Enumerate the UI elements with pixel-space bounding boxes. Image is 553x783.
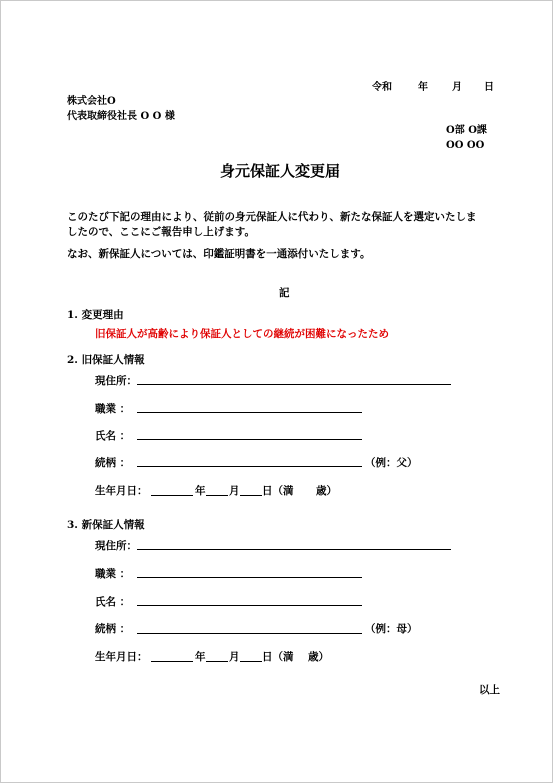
new-relation-example: （例：母） — [365, 623, 418, 635]
old-name-label: 氏名 ： — [95, 430, 131, 442]
old-birth-month-unit: 月 — [229, 485, 240, 497]
old-birth-day-field[interactable] — [240, 495, 262, 496]
old-birth-day-unit: 日（満 — [262, 485, 294, 497]
date-month: 月 — [452, 82, 462, 93]
new-relation-field[interactable] — [137, 633, 362, 634]
new-address-field[interactable] — [137, 549, 451, 550]
section1-heading: 1. 変更理由 — [67, 309, 124, 321]
new-birth-month-unit: 月 — [229, 651, 240, 663]
new-address-label: 現住所： — [95, 540, 137, 552]
addressee-representative: 代表取締役社長 O O 様 — [67, 111, 175, 122]
new-occupation-field[interactable] — [137, 577, 362, 578]
date-day: 日 — [484, 82, 494, 93]
new-relation-label: 続柄 ： — [95, 623, 131, 635]
new-birth-year-field[interactable] — [151, 661, 193, 662]
new-name-field[interactable] — [137, 605, 362, 606]
old-birth-label: 生年月日： — [95, 485, 148, 497]
closing-text: 以上 — [479, 684, 500, 696]
sender-name: OO OO — [446, 140, 485, 151]
old-birth-year-field[interactable] — [151, 495, 193, 496]
old-relation-example: （例：父） — [365, 457, 418, 469]
document-title: 身元保証人変更届 — [220, 162, 341, 180]
old-name-field[interactable] — [137, 439, 362, 440]
old-address-label: 現住所： — [95, 375, 137, 387]
section3-heading: 3. 新保証人情報 — [67, 519, 145, 531]
old-birth-year-unit: 年 — [195, 485, 206, 497]
old-occupation-label: 職業 ： — [95, 403, 131, 415]
new-name-label: 氏名 ： — [95, 596, 131, 608]
new-birth-label: 生年月日： — [95, 651, 148, 663]
old-address-field[interactable] — [137, 384, 451, 385]
new-birth-age-unit: 歳） — [308, 651, 329, 663]
new-occupation-label: 職業 ： — [95, 568, 131, 580]
old-relation-label: 続柄 ： — [95, 457, 131, 469]
old-birth-month-field[interactable] — [206, 495, 228, 496]
sender-department: O部 O課 — [446, 125, 487, 136]
date-year: 年 — [418, 82, 428, 93]
old-birth-age-unit: 歳） — [316, 485, 337, 497]
ki-marker: 記 — [279, 287, 290, 299]
old-relation-field[interactable] — [137, 466, 362, 467]
body-paragraph1-line2: したので、ここにご報告申し上げます。 — [67, 226, 255, 238]
new-birth-day-field[interactable] — [240, 661, 262, 662]
old-occupation-field[interactable] — [137, 412, 362, 413]
date-era: 令和 — [372, 82, 392, 93]
body-paragraph1-line1: このたび下記の理由により、従前の身元保証人に代わり、新たな保証人を選定いたしま — [67, 211, 477, 223]
change-reason: 旧保証人が高齢により保証人としての継続が困難になったため — [95, 328, 389, 340]
body-paragraph2: なお、新保証人については、印鑑証明書を一通添付いたします。 — [67, 248, 371, 260]
new-birth-day-unit: 日（満 — [262, 651, 294, 663]
section2-heading: 2. 旧保証人情報 — [67, 354, 145, 366]
addressee-company: 株式会社O — [67, 96, 116, 107]
new-birth-month-field[interactable] — [206, 661, 228, 662]
new-birth-year-unit: 年 — [195, 651, 206, 663]
